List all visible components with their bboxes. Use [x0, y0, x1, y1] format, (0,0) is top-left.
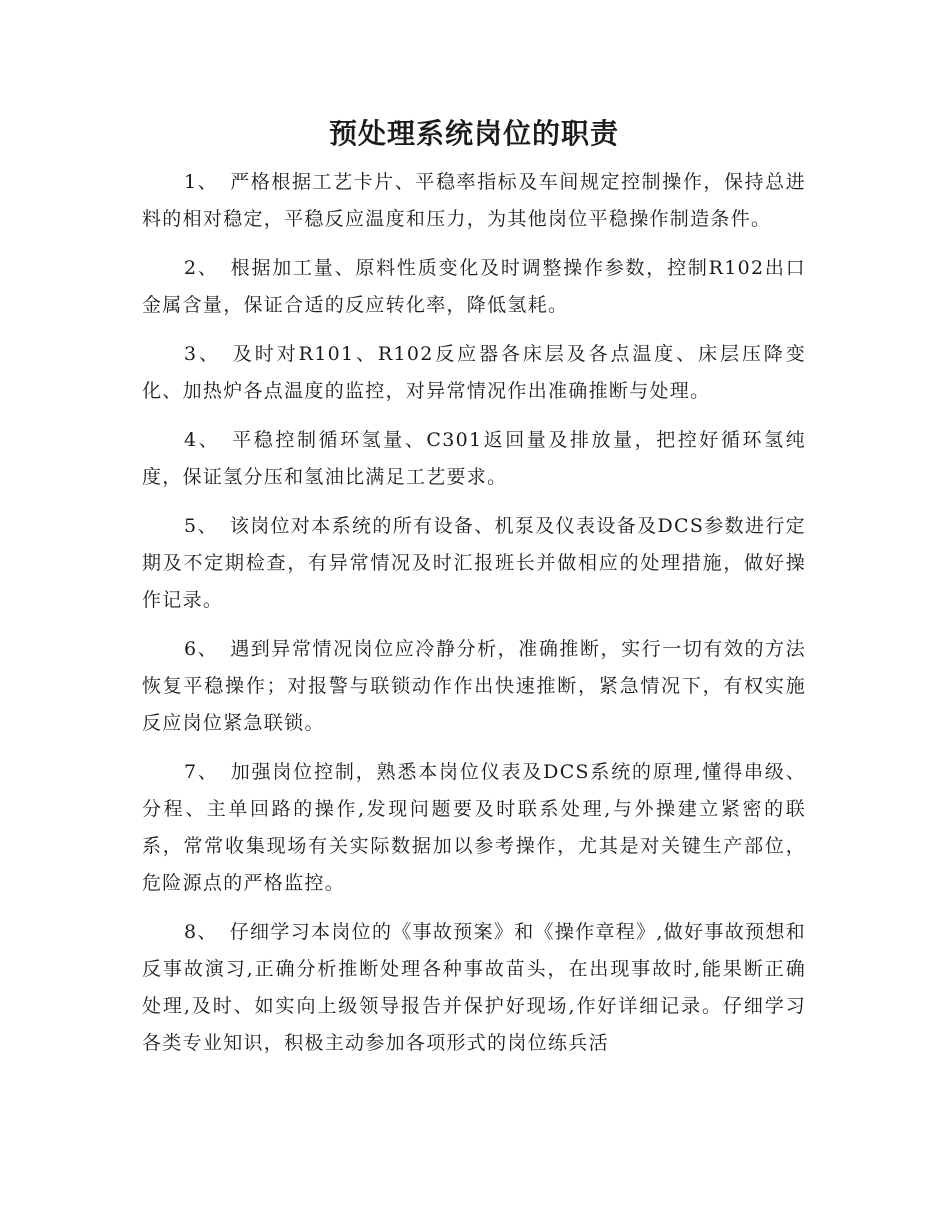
duty-item-5	[142, 508, 806, 619]
item-text: 及时对R101、R102反应器各床层及各点温度、床层压降变化、加热炉各点温度的监控，对异常情况作出准确推断与处理。	[142, 343, 806, 402]
document-page	[142, 112, 806, 1074]
duty-item-8	[142, 914, 806, 1062]
item-text: 仔细学习本岗位的《事故预案》和《操作章程》,做好事故预想和反事故演习,正确分析推断处理各种事故苗头，在出现事故时,能果断正确处理,及时、如实向上级领导报告并保护好现场,作好详细记录。仔细学习各类专业知识，积极主动参加各项形式的岗位练兵活	[142, 921, 806, 1054]
duty-item-7	[142, 754, 806, 902]
duty-item-4	[142, 422, 806, 496]
item-number: 2、	[184, 257, 219, 279]
item-number: 7、	[184, 761, 219, 783]
item-text: 严格根据工艺卡片、平稳率指标及车间规定控制操作，保持总进料的相对稳定，平稳反应温度和压力，为其他岗位平稳操作制造条件。	[142, 171, 806, 230]
item-number: 4、	[184, 429, 221, 451]
item-text: 该岗位对本系统的所有设备、机泵及仪表设备及DCS参数进行定期及不定期检查，有异常情况及时汇报班长并做相应的处理措施，做好操作记录。	[142, 515, 806, 611]
duty-item-2	[142, 250, 806, 324]
item-number: 1、	[184, 171, 219, 193]
item-number: 6、	[184, 638, 219, 660]
duty-item-6	[142, 631, 806, 742]
item-number: 5、	[184, 515, 218, 537]
item-number: 8、	[184, 921, 218, 943]
item-text: 加强岗位控制，熟悉本岗位仪表及DCS系统的原理,懂得串级、分程、主单回路的操作,发现问题要及时联系处理,与外操建立紧密的联系，常常收集现场有关实际数据加以参考操作，尤其是对关键生产部位，危险源点的严格监控。	[142, 761, 806, 894]
item-text: 平稳控制循环氢量、C301返回量及排放量，把控好循环氢纯度，保证氢分压和氢油比满足工艺要求。	[142, 429, 806, 488]
duty-item-3	[142, 336, 806, 410]
document-title: 预处理系统岗位的职责	[328, 117, 619, 150]
item-text: 遇到异常情况岗位应冷静分析，准确推断，实行一切有效的方法恢复平稳操作；对报警与联锁动作作出快速推断，紧急情况下，有权实施反应岗位紧急联锁。	[142, 638, 806, 734]
duty-item-1	[142, 164, 806, 238]
item-text: 根据加工量、原料性质变化及时调整操作参数，控制R102出口金属含量，保证合适的反应转化率，降低氢耗。	[142, 257, 806, 316]
item-number: 3、	[184, 343, 221, 365]
